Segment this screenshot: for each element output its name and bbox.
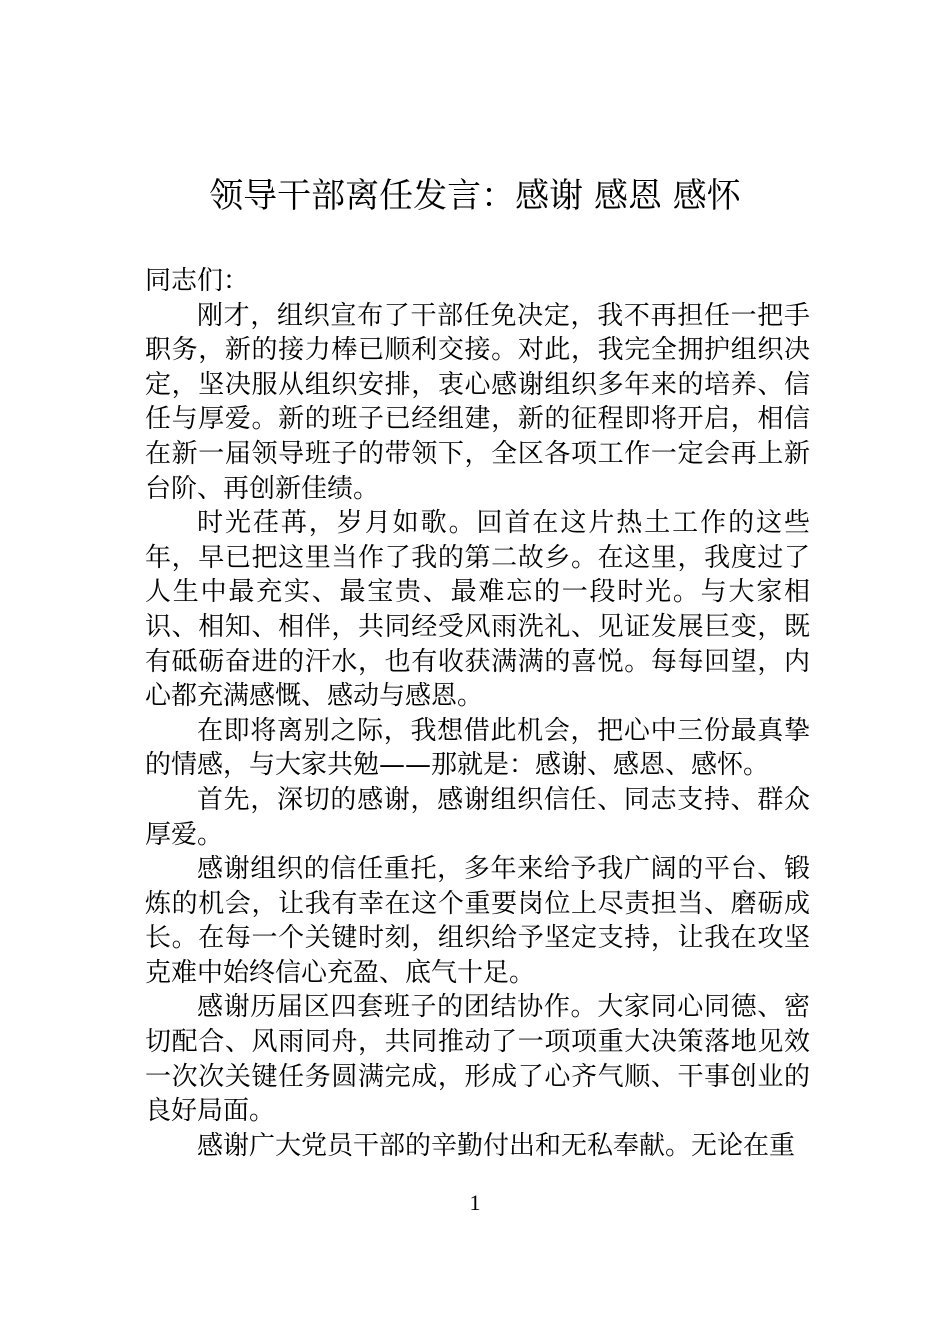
paragraph-6: 感谢历届区四套班子的团结协作。大家同心同德、密切配合、风雨同舟，共同推动了一项项重大决策落地见效一次次关键任务圆满完成，形成了心齐气顺、干事创业的良好局面。 [145,992,810,1127]
page-number: 1 [469,1190,481,1215]
greeting: 同志们： [145,266,250,296]
document-title: 领导干部离任发言：感谢 感恩 感怀 [209,176,741,216]
paragraph-2: 时光荏苒，岁月如歌。回首在这片热土工作的这些年，早已把这里当作了我的第二故乡。在这里，我度过了人生中最充实、最宝贵、最难忘的一段时光。与大家相识、相知、相伴，共同经受风雨洗礼、见证发展巨变，既有砥砺奋进的汗水，也有收获满满的喜悦。每每回望，内心都充满感慨、感动与感恩。 [145,508,810,712]
document-body [145,264,810,1163]
paragraph-7: 感谢广大党员干部的辛勤付出和无私奉献。无论在重 [197,1130,796,1161]
paragraph-5: 感谢组织的信任重托，多年来给予我广阔的平台、锻炼的机会，让我有幸在这个重要岗位上尽责担当、磨砺成长。在每一个关键时刻，组织给予坚定支持，让我在攻坚克难中始终信心充盈、底气十足。 [145,854,810,988]
paragraph-1: 刚才，组织宣布了干部任免决定，我不再担任一把手职务，新的接力棒已顺利交接。对此，我完全拥护组织决定，坚决服从组织安排，衷心感谢组织多年来的培养、信任与厚爱。新的班子已经组建，新的征程即将开启，相信在新一届领导班子的带领下，全区各项工作一定会再上新台阶、再创新佳绩。 [145,300,810,504]
paragraph-4: 首先，深切的感谢，感谢组织信任、同志支持、群众厚爱。 [145,784,810,850]
paragraph-3: 在即将离别之际，我想借此机会，把心中三份最真挚的情感，与大家共勉——那就是：感谢、感恩、感怀。 [145,715,810,781]
